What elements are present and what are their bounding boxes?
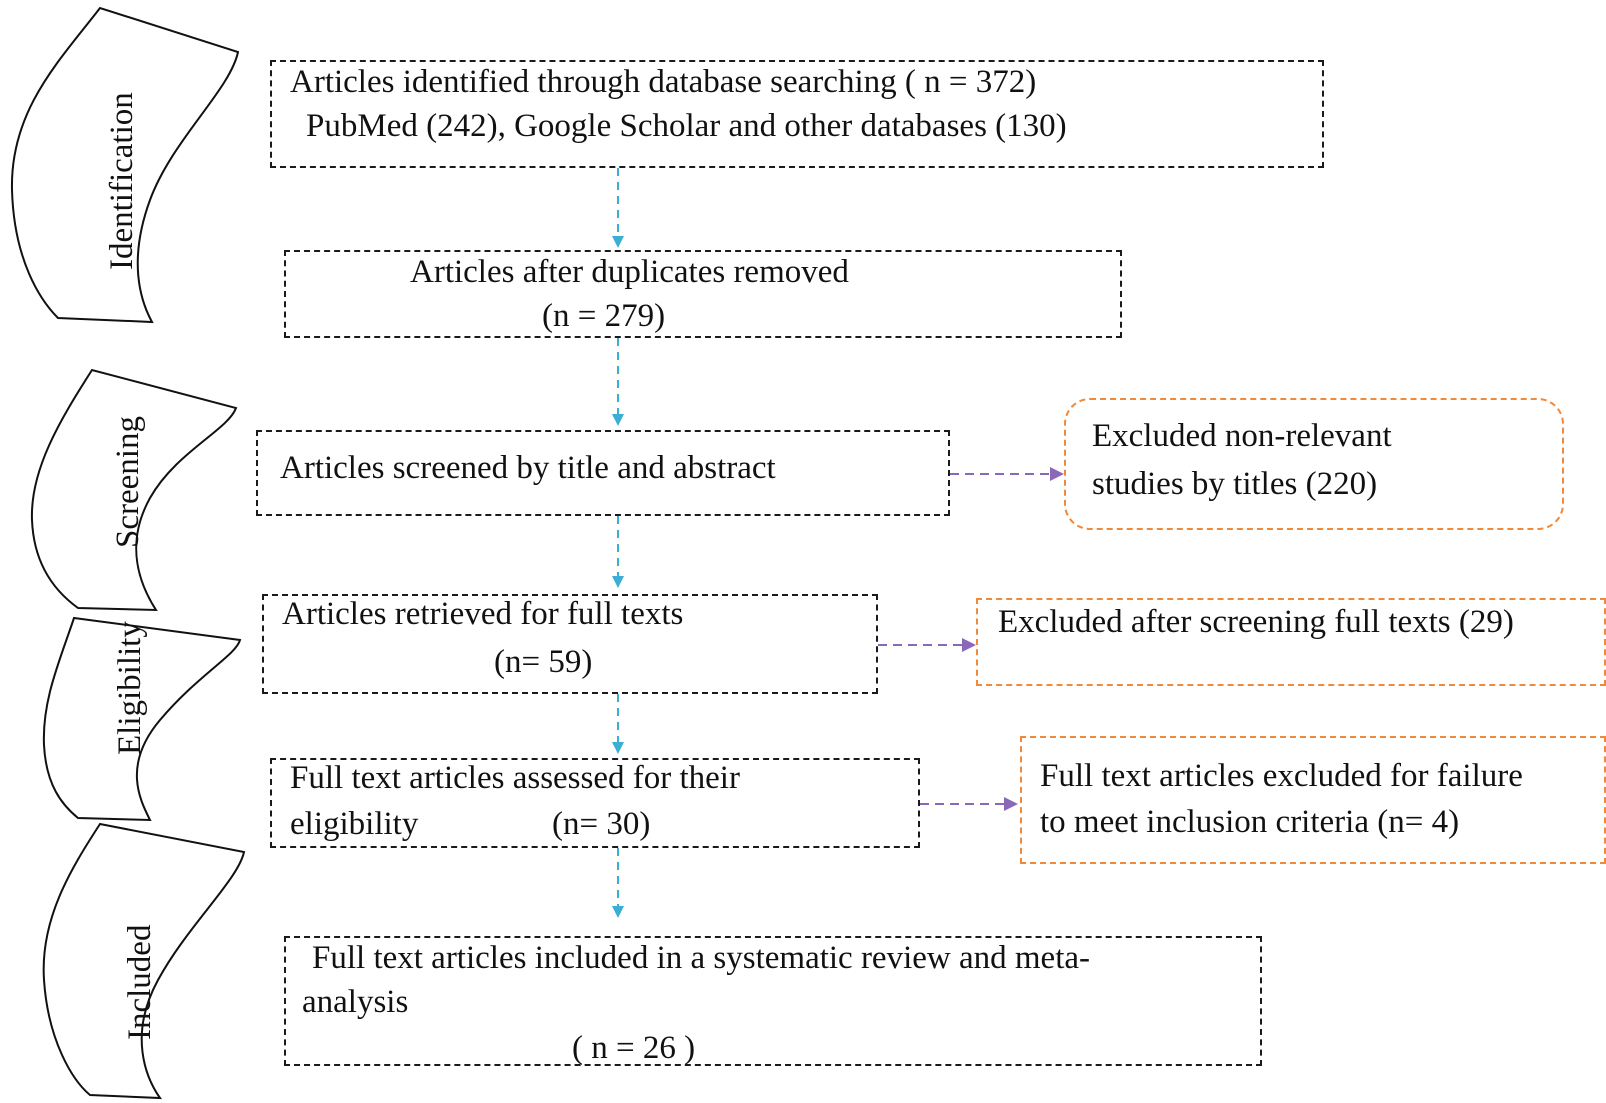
assessed-line-2b: (n= 30) <box>552 806 651 842</box>
identified-line-1: Articles identified through database searching ( n = 372) <box>290 64 1037 100</box>
identified-line-2: PubMed (242), Google Scholar and other databases (130) <box>306 108 1067 144</box>
stage-label-screening: Screening <box>110 416 146 548</box>
retrieved-line-2: (n= 59) <box>494 644 593 680</box>
included-line-3: ( n = 26 ) <box>572 1030 696 1066</box>
excluded-full-texts-line-1: Excluded after screening full texts (29) <box>998 604 1514 640</box>
excluded-criteria-line-2: to meet inclusion criteria (n= 4) <box>1040 804 1460 840</box>
stage-banner-included <box>44 824 244 1098</box>
duplicates-line-2: (n = 279) <box>542 298 666 334</box>
stage-banner-identification <box>12 8 238 322</box>
stage-label-eligibility: Eligibility <box>112 621 148 755</box>
included-line-1: Full text articles included in a systematic review and meta- <box>312 940 1090 976</box>
stage-banner-screening <box>32 370 236 610</box>
excluded-titles-line-1: Excluded non-relevant <box>1092 418 1392 454</box>
assessed-line-2a: eligibility <box>290 806 419 842</box>
stage-banner-eligibility <box>44 618 240 820</box>
retrieved-line-1: Articles retrieved for full texts <box>282 596 684 632</box>
stage-label-identification: Identification <box>104 92 140 270</box>
box-excluded-criteria <box>1020 736 1606 864</box>
included-line-2: analysis <box>302 984 409 1020</box>
excluded-titles-line-2: studies by titles (220) <box>1092 466 1378 502</box>
duplicates-line-1: Articles after duplicates removed <box>410 254 849 290</box>
screened-line-1: Articles screened by title and abstract <box>280 450 776 486</box>
assessed-line-1: Full text articles assessed for their <box>290 760 740 796</box>
excluded-criteria-line-1: Full text articles excluded for failure <box>1040 758 1523 794</box>
stage-label-included: Included <box>122 924 158 1040</box>
